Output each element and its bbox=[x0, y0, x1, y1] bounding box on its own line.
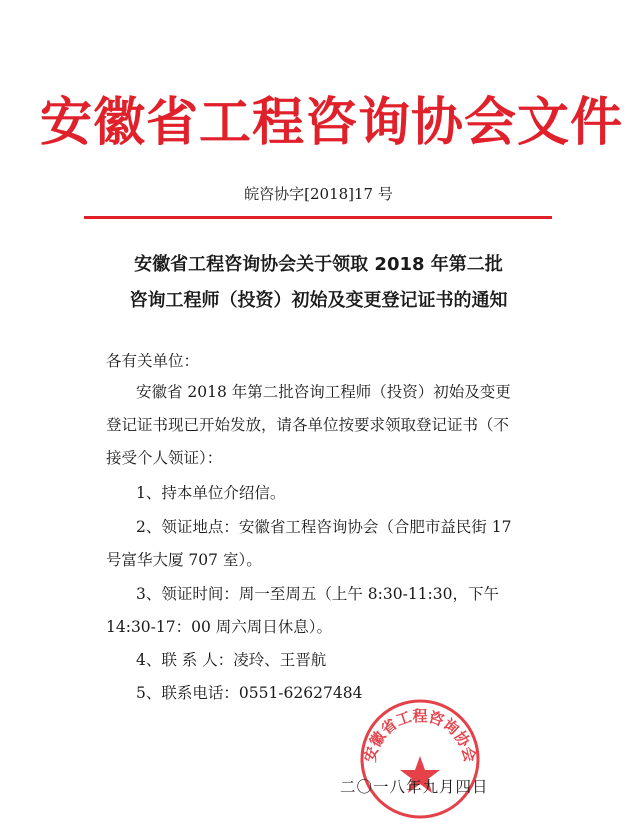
list-item-location-cont: 号富华大厦 707 室）。 bbox=[106, 551, 262, 569]
salutation: 各有关单位： bbox=[106, 352, 200, 370]
list-item-location: 2、领证地点：安徽省工程咨询协会（合肥市益民街 17 bbox=[136, 518, 512, 536]
notice-title-line-1: 安徽省工程咨询协会关于领取 2018 年第二批 bbox=[134, 254, 503, 275]
seal-text: 安徽省工程咨询协会 bbox=[360, 707, 480, 764]
intro-paragraph-line: 安徽省 2018 年第二批咨询工程师（投资）初始及变更 bbox=[136, 383, 511, 401]
red-divider bbox=[84, 216, 552, 219]
list-item-credential: 1、持本单位介绍信。 bbox=[136, 484, 286, 502]
official-seal bbox=[357, 696, 483, 822]
intro-paragraph-line: 接受个人领证）： bbox=[106, 449, 223, 467]
list-item-time-cont: 14:30-17：00 周六周日休息）。 bbox=[106, 618, 333, 636]
issue-date: 二〇一八年九月四日 bbox=[340, 778, 489, 796]
intro-paragraph-line: 登记证书现已开始发放，请各单位按要求领取登记证书（不 bbox=[106, 416, 510, 434]
svg-text:安徽省工程咨询协会 bbox=[361, 707, 479, 764]
list-item-contact: 4、联 系 人：凌玲、王晋航 bbox=[136, 651, 327, 669]
notice-title-line-2: 咨询工程师（投资）初始及变更登记证书的通知 bbox=[129, 290, 508, 311]
list-item-time: 3、领证时间：周一至周五（上午 8:30-11:30，下午 bbox=[136, 585, 500, 603]
document-number: 皖咨协字[2018]17 号 bbox=[244, 185, 393, 203]
masthead-title: 安徽省工程咨询协会文件 bbox=[40, 93, 624, 153]
list-item-phone: 5、联系电话：0551-62627484 bbox=[136, 684, 363, 702]
